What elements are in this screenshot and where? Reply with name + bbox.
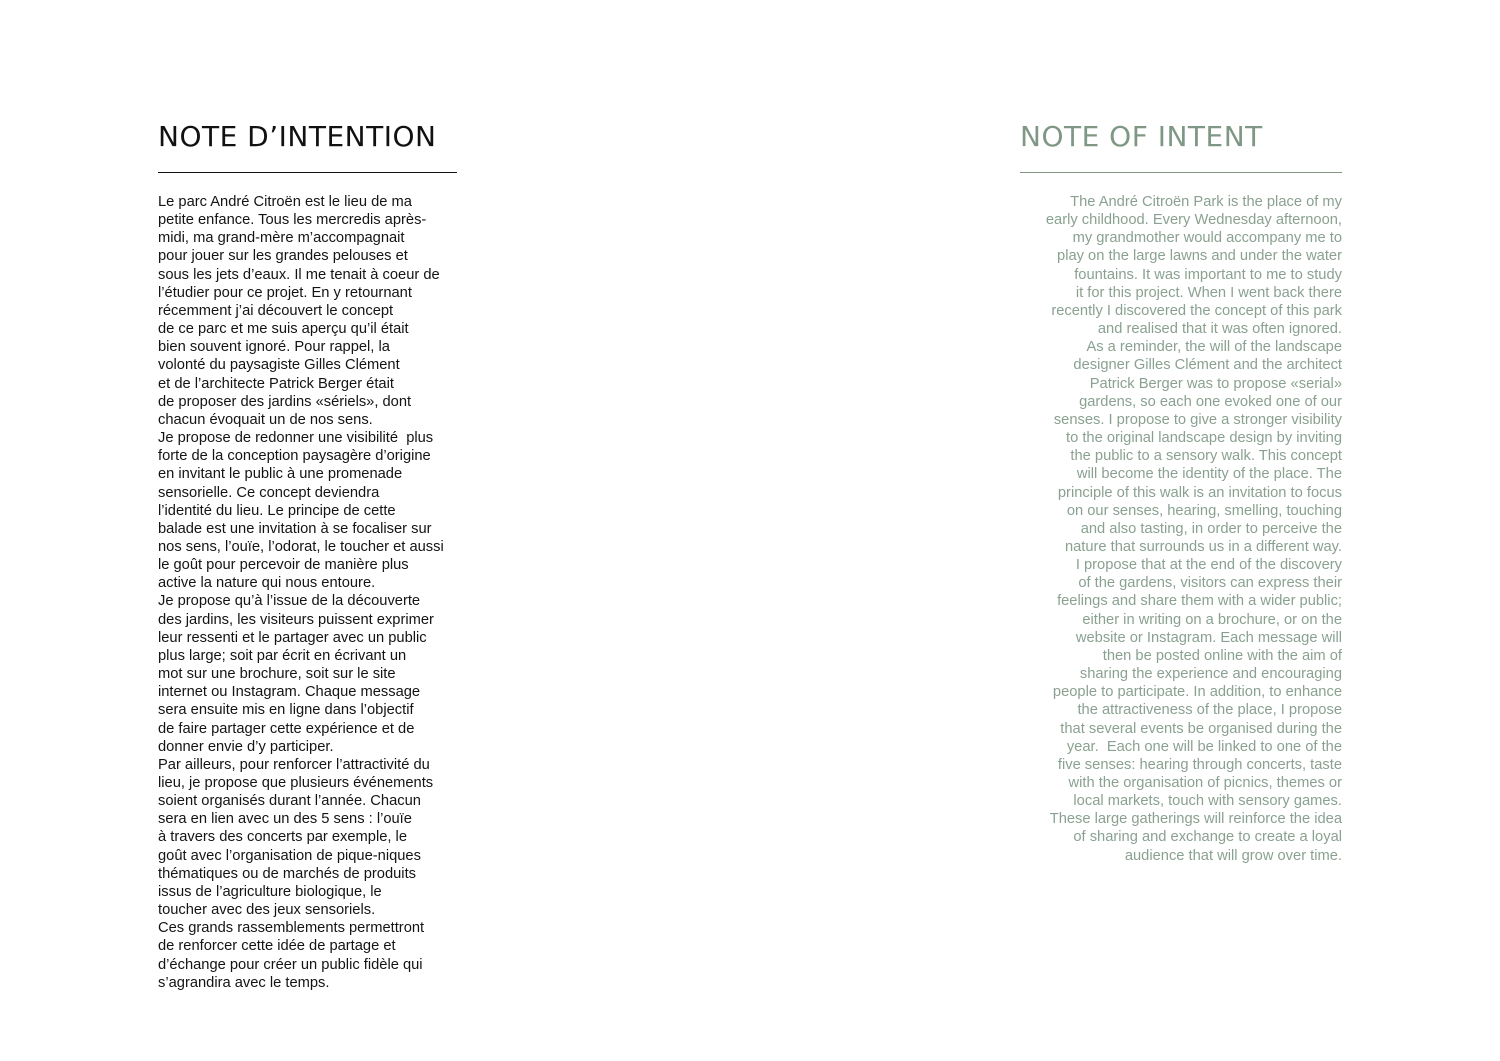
french-text-line: plus large; soit par écrit en écrivant un — [158, 647, 407, 664]
english-text-line: it for this project. When I went back there — [1075, 284, 1342, 301]
french-text-line: sensorielle. Ce concept deviendra — [158, 484, 380, 501]
french-text-line: Par ailleurs, pour renforcer l’attractivité du — [158, 756, 430, 773]
english-text-line: gardens, so each one evoked one of our — [1079, 393, 1342, 410]
body-text-french — [158, 193, 498, 992]
french-text-line: Le parc André Citroën est le lieu de ma — [158, 194, 412, 210]
english-text-line: that several events be organised during the — [1060, 720, 1342, 737]
english-text-line: people to participate. In addition, to enhance — [1052, 684, 1342, 701]
french-text-line: forte de la conception paysagère d’origine — [158, 448, 431, 465]
french-text-line: le goût pour percevoir de manière plus — [158, 557, 409, 574]
title-underline-english — [1020, 172, 1342, 173]
french-text-line: sera ensuite mis en ligne dans l’objectif — [158, 702, 414, 719]
french-text-line: toucher avec des jeux sensoriels. — [158, 902, 376, 919]
english-text-line: feelings and share them with a wider public; — [1057, 593, 1342, 610]
french-text-line: issus de l’agriculture biologique, le — [158, 883, 382, 900]
page-title-english: NOTE OF INTENT — [1020, 120, 1263, 153]
french-text-line: nos sens, l’ouïe, l’odorat, le toucher et aussi — [158, 538, 444, 555]
english-text-line: with the organisation of picnics, themes or — [1068, 775, 1342, 791]
french-text-line: donner envie d’y participer. — [158, 738, 334, 755]
english-text-line: nature that surrounds us in a different way. — [1064, 538, 1342, 555]
french-text-line: l’identité du lieu. Le principe de cette — [158, 502, 396, 519]
english-text-line: and also tasting, in order to perceive the — [1080, 520, 1342, 537]
french-text-line: de renforcer cette idée de partage et — [158, 938, 396, 955]
french-text-line: mot sur une brochure, soit sur le site — [158, 666, 396, 683]
french-text-line: active la nature qui nous entoure. — [158, 575, 376, 592]
french-text-line: balade est une invitation à se focaliser sur — [158, 520, 432, 537]
english-text-line: play on the large lawns and under the water — [1057, 248, 1342, 265]
english-text-line: and realised that it was often ignored. — [1097, 321, 1342, 338]
french-text-line: de faire partager cette expérience et de — [158, 720, 415, 737]
french-text-line: s’agrandira avec le temps. — [158, 974, 330, 991]
english-text-line: local markets, touch with sensory games. — [1073, 793, 1342, 810]
french-text-line: d’échange pour créer un public fidèle qui — [158, 956, 423, 973]
french-text-line: des jardins, les visiteurs puissent exprimer — [158, 611, 434, 628]
english-text-line: either in writing on a brochure, or on the — [1082, 611, 1342, 628]
french-text-line: midi, ma grand-mère m’accompagnait — [158, 230, 405, 247]
english-text-line: on our senses, hearing, smelling, touching — [1066, 502, 1342, 519]
french-text-line: volonté du paysagiste Gilles Clément — [158, 357, 400, 374]
english-text-line: senses. I propose to give a stronger visibility — [1053, 411, 1342, 428]
english-text-line: the public to a sensory walk. This concept — [1070, 448, 1342, 465]
french-text-line: petite enfance. Tous les mercredis après- — [158, 212, 427, 229]
english-text-line: fountains. It was important to me to study — [1074, 266, 1342, 283]
page-title-french: NOTE D’INTENTION — [158, 120, 437, 153]
french-text-line: lieu, je propose que plusieurs événements — [158, 775, 434, 791]
english-text-line: website or Instagram. Each message will — [1075, 629, 1342, 646]
french-text-line: récemment j’ai découvert le concept — [158, 302, 394, 319]
french-text-line: goût avec l’organisation de pique-niques — [158, 847, 421, 864]
english-text-line: Patrick Berger was to propose «serial» — [1089, 375, 1342, 392]
english-text-line: will become the identity of the place. The — [1076, 466, 1342, 483]
french-text-line: soient organisés durant l’année. Chacun — [158, 793, 421, 810]
title-underline-french — [158, 172, 457, 173]
english-text-line: principle of this walk is an invitation to focus — [1057, 484, 1342, 501]
french-text-line: Ces grands rassemblements permettront — [158, 920, 425, 937]
english-text-line: of the gardens, visitors can express their — [1078, 575, 1342, 592]
english-text-line: five senses: hearing through concerts, taste — [1057, 756, 1342, 773]
english-text-line: As a reminder, the will of the landscape — [1086, 339, 1342, 356]
french-text-line: et de l’architecte Patrick Berger était — [158, 375, 394, 392]
french-text-line: l’étudier pour ce projet. En y retournant — [158, 284, 412, 301]
english-text-line: my grandmother would accompany me to — [1072, 230, 1342, 247]
french-text-line: sous les jets d’eaux. Il me tenait à coeur de — [158, 266, 440, 283]
english-text-line: recently I discovered the concept of this park — [1051, 302, 1342, 319]
english-text-line: the attractiveness of the place, I propose — [1077, 702, 1342, 719]
english-text-line: These large gatherings will reinforce the idea — [1049, 811, 1342, 828]
english-text-line: year. Each one will be linked to one of the — [1066, 738, 1342, 755]
french-text-line: sera en lien avec un des 5 sens : l’ouïe — [158, 811, 412, 828]
english-text-line: designer Gilles Clément and the architect — [1073, 357, 1342, 374]
english-text-line: sharing the experience and encouraging — [1079, 666, 1342, 683]
french-text-line: Je propose de redonner une visibilité plus — [158, 430, 434, 447]
english-text-line: to the original landscape design by inviting — [1066, 430, 1342, 447]
french-text-line: de ce parc et me suis aperçu qu’il était — [158, 321, 409, 338]
french-text-line: internet ou Instagram. Chaque message — [158, 684, 421, 701]
french-text-line: bien souvent ignoré. Pour rappel, la — [158, 339, 390, 356]
french-text-line: pour jouer sur les grandes pelouses et — [158, 248, 408, 265]
english-text-line: then be posted online with the aim of — [1102, 647, 1342, 664]
body-text-english — [990, 193, 1342, 865]
french-text-line: thématiques ou de marchés de produits — [158, 865, 416, 882]
english-text-line: The André Citroën Park is the place of my — [1070, 194, 1342, 210]
english-text-line: of sharing and exchange to create a loyal — [1073, 829, 1342, 846]
french-text-line: leur ressenti et le partager avec un public — [158, 629, 427, 646]
french-text-line: à travers des concerts par exemple, le — [158, 829, 407, 846]
english-text-line: early childhood. Every Wednesday afternoon, — [1045, 212, 1342, 229]
french-text-line: chacun évoquait un de nos sens. — [158, 411, 373, 428]
french-text-line: en invitant le public à une promenade — [158, 466, 403, 483]
english-text-line: I propose that at the end of the discovery — [1075, 557, 1342, 574]
english-text-line: audience that will grow over time. — [1124, 847, 1342, 864]
french-text-line: Je propose qu’à l’issue de la découverte — [158, 593, 421, 610]
french-text-line: de proposer des jardins «sériels», dont — [158, 393, 412, 410]
